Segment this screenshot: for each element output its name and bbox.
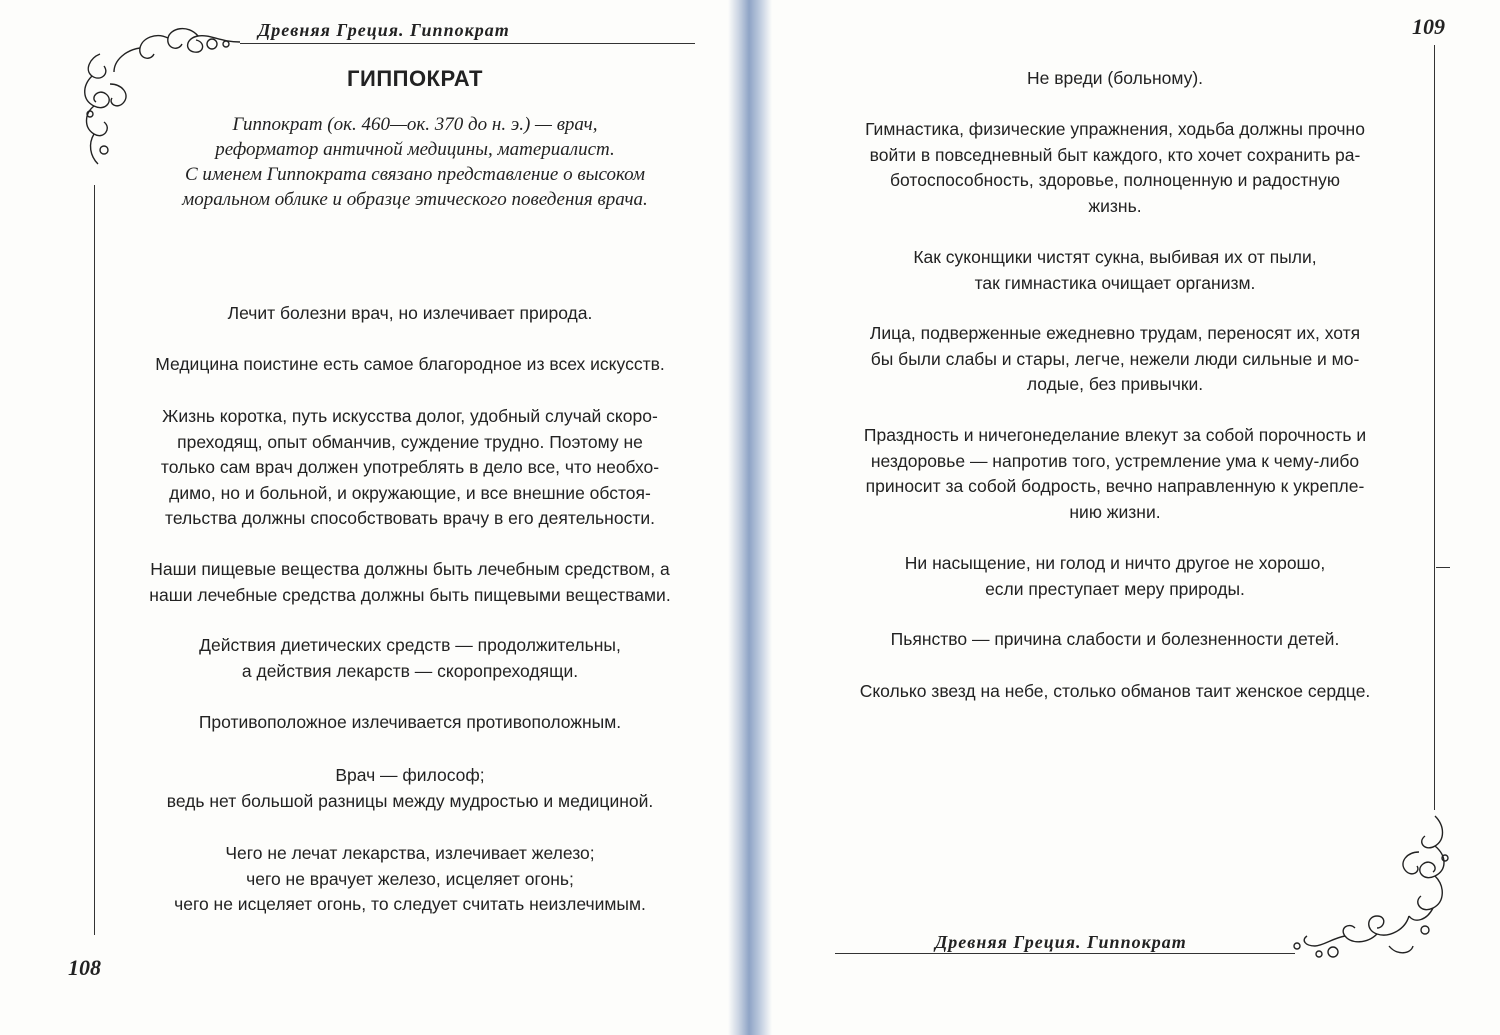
margin-rule-right — [1434, 45, 1435, 810]
quote — [110, 557, 710, 608]
quote-line: нездоровье — напротив того, устремление ума к чему-либо — [870, 450, 1360, 471]
book-gutter — [728, 0, 772, 1035]
margin-tick-right — [1436, 567, 1450, 568]
quote-line: приносит за собой бодрость, вечно направленную к укрепле- — [865, 476, 1365, 496]
page-number-left: 108 — [68, 955, 101, 980]
quote — [820, 627, 1410, 653]
quote-line: Лица, подверженные ежедневно трудам, переносят их, хотя — [869, 323, 1361, 343]
margin-rule-left — [94, 185, 95, 935]
quote-line: тельства должны способствовать врачу в его деятельности. — [165, 508, 655, 528]
running-head-right: Древняя Греция. Гиппократ — [935, 932, 1187, 952]
quote-line: Не вреди (больному). — [1026, 68, 1204, 88]
quote — [110, 710, 710, 736]
quote-line: Лечит болезни врач, но излечивает природа. — [227, 303, 593, 323]
quote — [820, 679, 1410, 705]
chapter-title: ГИППОКРАТ — [347, 66, 483, 91]
quote-line: Сколько звезд на небе, столько обманов таит женское сердце. — [859, 681, 1371, 701]
quote-line: наши лечебные средства должны быть пищевыми веществами. — [149, 584, 671, 605]
bio-line: моральном облике и образце этического поведения врача. — [182, 189, 648, 210]
quote-line: ботоспособность, здоровье, полноценную и радостную — [890, 170, 1340, 190]
quote-line: преходящ, опыт обманчив, суждение трудно. Поэтому не — [177, 431, 643, 452]
quote-line: Жизнь коротка, путь искусства долог, удобный случай скоро- — [162, 406, 658, 426]
quote-line: Медицина поистине есть самое благородное из всех искусств. — [155, 354, 665, 374]
quote — [110, 841, 710, 918]
quote-line: войти в повседневный быт каждого, кто хочет сохранить ра- — [869, 144, 1361, 165]
quote — [820, 66, 1410, 92]
quote — [110, 352, 710, 378]
quote-line: димо, но и больной, и окружающие, и все внешние обстоя- — [169, 482, 651, 503]
quote-line: ведь нет большой разницы между мудростью и медициной. — [166, 790, 654, 811]
quote — [820, 321, 1410, 398]
bio-line: С именем Гиппократа связано представление о высоком — [184, 164, 646, 185]
author-bio — [120, 112, 710, 212]
quote-line: Действия диетических средств — продолжительны, — [199, 635, 621, 655]
bio-line: реформатор античной медицины, материалист. — [215, 139, 615, 160]
quote — [110, 301, 710, 327]
quote-line: Праздность и ничегонеделание влекут за собой порочность и — [863, 425, 1367, 445]
quote-line: Пьянство — причина слабости и болезненности детей. — [890, 629, 1340, 649]
corner-ornament-bottom-right — [1285, 812, 1470, 982]
quote-line: Чего не лечат лекарства, излечивает железо; — [225, 843, 595, 863]
quote — [820, 117, 1410, 219]
footer-rule-right — [835, 953, 1295, 954]
quote — [110, 404, 710, 532]
quote-line: Ни насыщение, ни голод и ничто другое не хорошо, — [904, 553, 1326, 573]
quote — [820, 551, 1410, 602]
quote-line: так гимнастика очищает организм. — [974, 272, 1256, 293]
quote-line: жизнь. — [1088, 195, 1142, 216]
quote-line: Как суконщики чистят сукна, выбивая их от пыли, — [913, 247, 1317, 267]
running-head-left: Древняя Греция. Гиппократ — [258, 20, 510, 40]
quote — [820, 245, 1410, 296]
quote-line: Противоположное излечивается противоположным. — [198, 712, 622, 732]
quote-line: только сам врач должен употреблять в дело все, что необхо- — [160, 457, 660, 477]
quote — [820, 423, 1410, 525]
quote-line: чего не врачует железо, исцеляет огонь; — [246, 868, 574, 889]
quote-line: Гимнастика, физические упражнения, ходьба должны прочно — [865, 119, 1365, 139]
quote-line: Наши пищевые вещества должны быть лечебным средством, а — [150, 559, 670, 579]
page-number-right: 109 — [1412, 14, 1445, 39]
bio-line: Гиппократ (ок. 460—ок. 370 до н. э.) — врач, — [232, 114, 598, 135]
quote-line: если преступает меру природы. — [985, 578, 1245, 599]
quote — [110, 633, 710, 684]
quote-line: лодые, без привычки. — [1026, 374, 1204, 394]
quote-line: Врач — философ; — [335, 765, 485, 785]
quote-line: нию жизни. — [1069, 501, 1161, 522]
quote-line: а действия лекарств — скоропреходящи. — [241, 660, 579, 681]
header-rule-left — [240, 43, 695, 44]
quote — [110, 763, 710, 814]
quote-line: чего не исцеляет огонь, то следует считать неизлечимым. — [174, 894, 646, 914]
quote-line: бы были слабы и стары, легче, нежели люди сильные и мо- — [870, 348, 1360, 369]
